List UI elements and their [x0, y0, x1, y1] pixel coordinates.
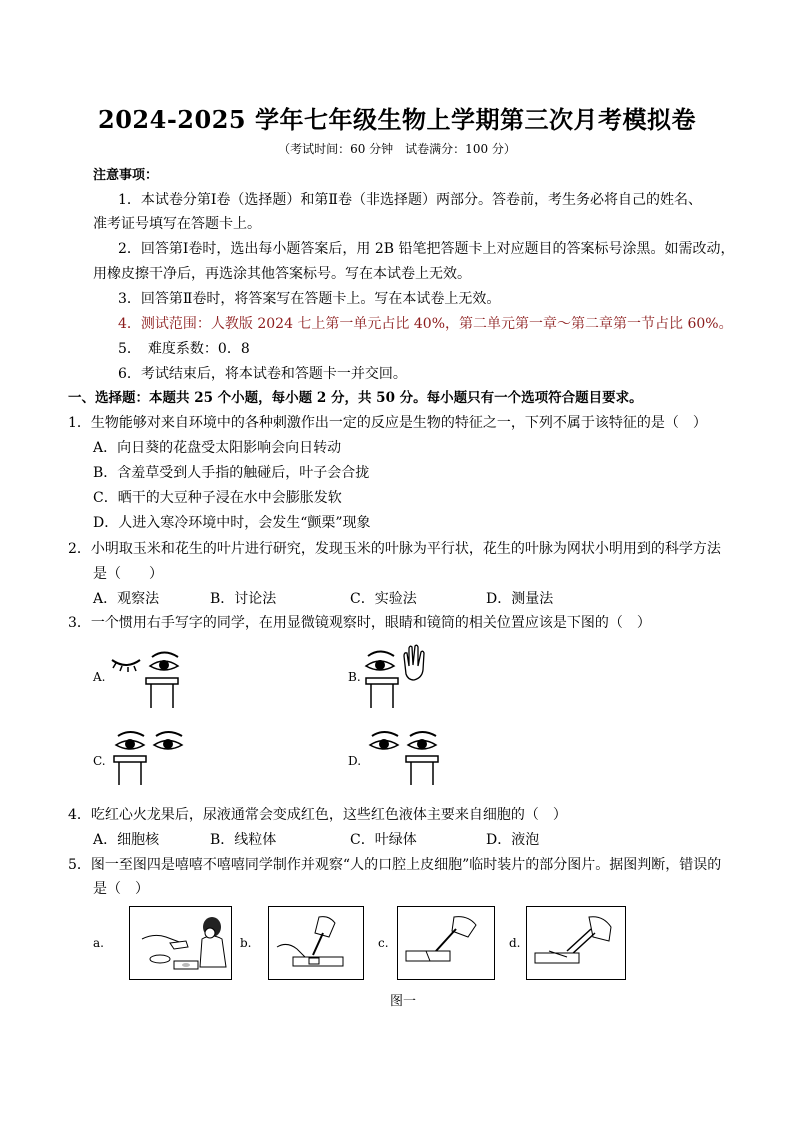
notice-item: 准考证号填写在答题卡上。	[93, 216, 261, 232]
option-c-label: C.	[93, 754, 106, 768]
tweezers-coverslip-icon	[527, 907, 624, 978]
option-d-label: D.	[348, 754, 362, 768]
notice-item: 1．本试卷分第Ⅰ卷（选择题）和第Ⅱ卷（非选择题）两部分。答卷前，考生务必将自己的姓名、	[118, 192, 702, 208]
option-b-label: B.	[348, 670, 361, 684]
notice-item: 3．回答第Ⅱ卷时，将答案写在答题卡上。写在本试卷上无效。	[118, 291, 501, 307]
option-d: D．人进入寒冷环境中时，会发生“颤栗”现象	[93, 515, 371, 531]
notice-item: 2．回答第Ⅰ卷时，选出每小题答案后，用 2B 铅笔把答题卡上对应题目的答案标号涂黑。如需改动，	[118, 241, 735, 257]
question-stem: 2．小明取玉米和花生的叶片进行研究，发现玉米的叶脉为平行状，花生的叶脉为网状小明用到的科学方法	[68, 541, 721, 557]
option-b: B．线粒体	[210, 832, 277, 848]
two-open-eyes-icon	[366, 728, 446, 786]
figure-c-frame	[397, 906, 495, 980]
figure-b-label: b.	[240, 936, 252, 950]
dropper-on-slide-icon	[269, 907, 362, 978]
option-d: D．液泡	[486, 832, 540, 848]
option-c: C．叶绿体	[350, 832, 417, 848]
page-title: 2024-2025 学年七年级生物上学期第三次月考模拟卷	[98, 105, 696, 134]
figure-d-frame	[526, 906, 626, 980]
option-a: A．观察法	[93, 591, 160, 607]
notice-item: 用橡皮擦干净后，再选涂其他答案标号。写在本试卷上无效。	[93, 266, 471, 282]
open-eye-hand-icon	[362, 642, 434, 710]
question-stem: 5．图一至图四是嘻嘻不嘻嘻同学制作并观察“人的口腔上皮细胞”临时装片的部分图片。据图判断，错误的	[68, 857, 722, 873]
dropper-hand-icon	[398, 907, 493, 978]
option-a-label: A.	[93, 670, 106, 684]
question-stem: 1．生物能够对来自环境中的各种刺激作出一定的反应是生物的特征之一，下列不属于该特征的是（ ）	[68, 415, 707, 431]
question-stem: 是（ ）	[93, 566, 163, 582]
question-stem: 4．吃红心火龙果后，尿液通常会变成红色，这些红色液体主要来自细胞的（ ）	[68, 807, 567, 823]
notice-item: 6．考试结束后，将本试卷和答题卡一并交回。	[118, 366, 407, 382]
closed-eye-open-eye-icon	[108, 648, 188, 710]
exam-info: （考试时间：60 分钟 试卷满分：100 分）	[278, 142, 516, 156]
two-open-eyes-icon	[112, 728, 192, 786]
figure-a-label: a.	[93, 936, 104, 950]
section-heading: 一、选择题：本题共 25 个小题，每小题 2 分，共 50 分。每小题只有一个选项符合题目要求。	[68, 390, 643, 406]
option-b: B．讨论法	[210, 591, 277, 607]
figure-caption: 图一	[390, 994, 417, 1009]
question-stem: 3．一个惯用右手写字的同学，在用显微镜观察时，眼睛和镜筒的相关位置应该是下图的（ ）	[68, 615, 651, 631]
option-c: C．晒干的大豆种子浸在水中会膨胀发软	[93, 490, 342, 506]
figure-c-label: c.	[378, 936, 389, 950]
figure-d-label: d.	[509, 936, 521, 950]
person-scraping-cheek-icon	[130, 907, 230, 978]
option-a: A．细胞核	[93, 832, 160, 848]
notice-item: 5． 难度系数：0．8	[118, 341, 250, 357]
option-d: D．测量法	[486, 591, 554, 607]
figure-b-frame	[268, 906, 364, 980]
option-c: C．实验法	[350, 591, 417, 607]
option-b: B．含羞草受到人手指的触碰后，叶子会合拢	[93, 465, 370, 481]
notice-heading: 注意事项：	[93, 168, 159, 183]
question-stem: 是（ ）	[93, 881, 149, 897]
option-a: A．向日葵的花盘受太阳影响会向日转动	[93, 440, 342, 456]
notice-item: 4．测试范围：人教版 2024 七上第一单元占比 40%，第二单元第一章～第二章第一节占比 60%。	[118, 316, 733, 332]
figure-a-frame	[129, 906, 232, 980]
